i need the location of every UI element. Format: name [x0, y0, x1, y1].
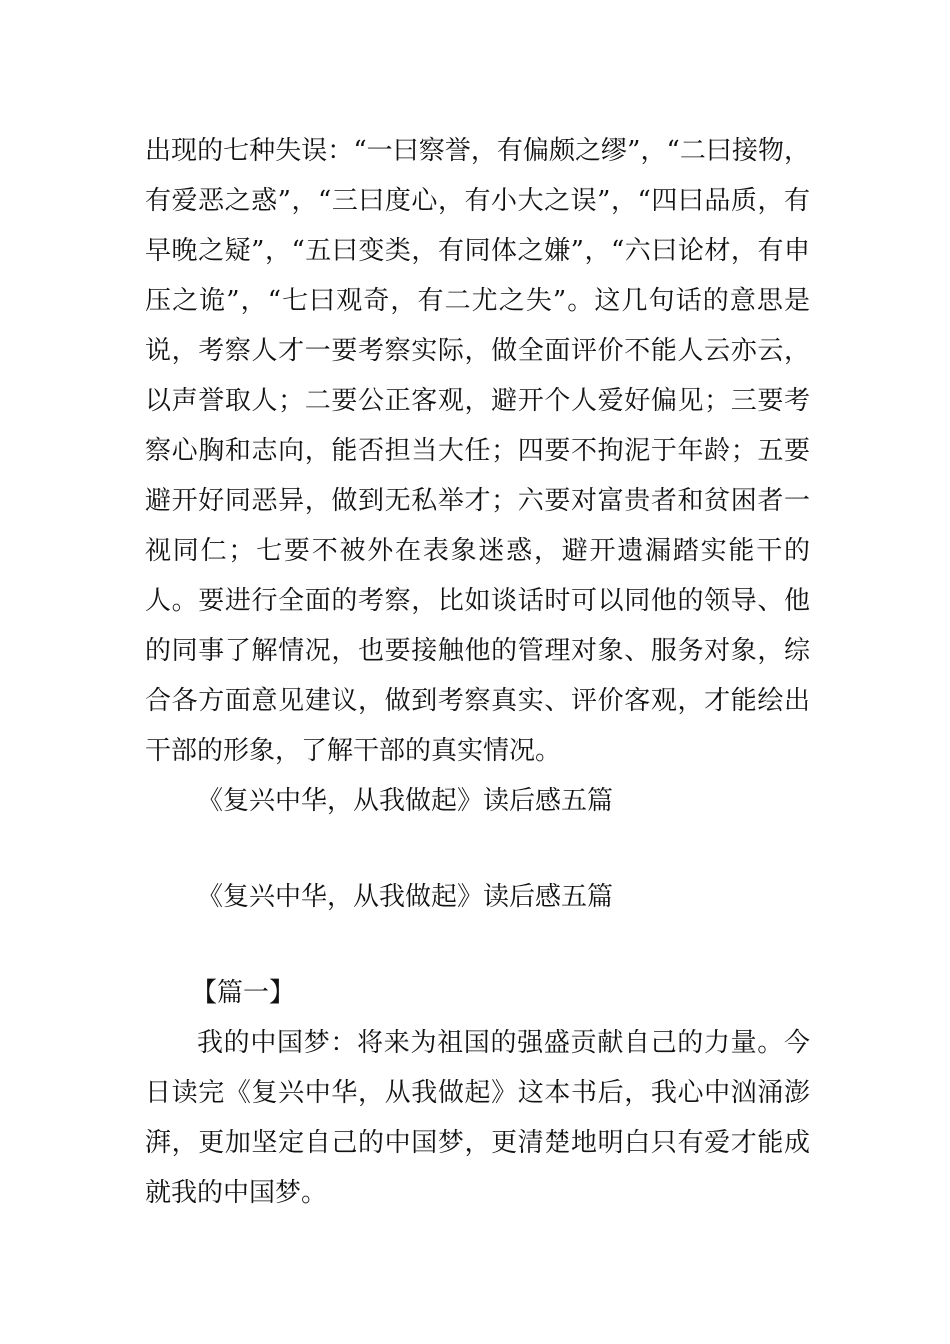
- section-label: 【篇一】: [191, 978, 296, 1008]
- body-paragraph-continued: 出现的七种失误：“一曰察誉，有偏颇之缪”，“二曰接物，有爱恶之惑”，“三曰度心，有小大之误”，“四曰品质，有早晚之疑”，“五曰变类，有同体之嫌”，“六曰论材，有申压之诡”，“七曰观奇，有二尤之失”。这几句话的意思是说，考察人才一要考察实际，做全面评价不能人云亦云，以声誉取人；二要公正客观，避开个人爱好偏见；三要考察心胸和志向，能否担当大任；四要不拘泥于年龄；五要避开好同恶异，做到无私举才；六要对富贵者和贫困者一视同仁；七要不被外在表象迷惑，避开遗漏踏实能干的人。要进行全面的考察，比如谈话时可以同他的领导、他的同事了解情况，也要接触他的管理对象、服务对象，综合各方面意见建议，做到考察真实、评价客观，才能绘出干部的形象，了解干部的真实情况。: [145, 136, 810, 766]
- article-title-first: 《复兴中华，从我做起》读后感五篇: [197, 786, 614, 816]
- blank-gap: [145, 922, 810, 968]
- article-title-second: 《复兴中华，从我做起》读后感五篇: [197, 882, 614, 912]
- document-body: [145, 126, 810, 1218]
- blank-gap: [145, 826, 810, 872]
- body-paragraph-section-one: 我的中国梦：将来为祖国的强盛贡献自己的力量。今日读完《复兴中华，从我做起》这本书后，我心中汹涌澎湃，更加坚定自己的中国梦，更清楚地明白只有爱才能成就我的中国梦。: [145, 1028, 810, 1208]
